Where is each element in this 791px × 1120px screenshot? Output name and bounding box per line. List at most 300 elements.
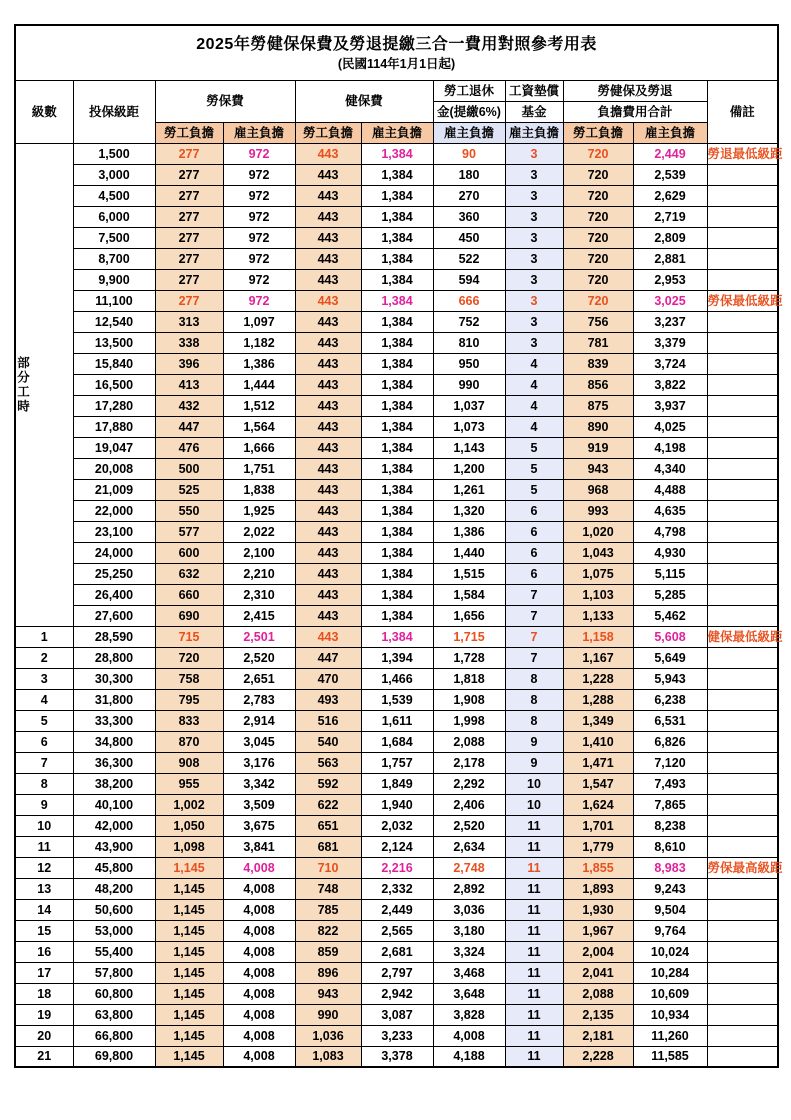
cell-total-employee: 1,410 (563, 731, 633, 752)
cell-bracket: 26,400 (73, 584, 155, 605)
table-row (15, 353, 778, 374)
cell-remark (707, 269, 778, 290)
cell-li-employer: 4,008 (223, 983, 295, 1004)
cell-pension-employer: 4,188 (433, 1046, 505, 1067)
cell-total-employee: 1,967 (563, 920, 633, 941)
cell-level: 17 (15, 962, 73, 983)
cell-total-employee: 720 (563, 227, 633, 248)
cell-level: 13 (15, 878, 73, 899)
cell-total-employer: 2,809 (633, 227, 707, 248)
cell-total-employee: 919 (563, 437, 633, 458)
cell-hi-employer: 1,384 (361, 437, 433, 458)
table-row (15, 899, 778, 920)
cell-total-employer: 10,934 (633, 1004, 707, 1025)
cell-hi-employer: 1,384 (361, 416, 433, 437)
cell-li-employer: 972 (223, 290, 295, 311)
cell-total-employer: 5,608 (633, 626, 707, 647)
cell-pension-employer: 360 (433, 206, 505, 227)
cell-hi-employee: 443 (295, 416, 361, 437)
table-row (15, 143, 778, 164)
cell-li-employer: 1,182 (223, 332, 295, 353)
cell-pension-employer: 594 (433, 269, 505, 290)
cell-pension-employer: 3,180 (433, 920, 505, 941)
cell-bracket: 24,000 (73, 542, 155, 563)
cell-pension-employer: 3,648 (433, 983, 505, 1004)
cell-li-employer: 972 (223, 206, 295, 227)
cell-hi-employee: 470 (295, 668, 361, 689)
cell-wage-fund: 6 (505, 563, 563, 584)
cell-wage-fund: 7 (505, 626, 563, 647)
cell-level: 9 (15, 794, 73, 815)
cell-li-employer: 2,415 (223, 605, 295, 626)
cell-remark (707, 206, 778, 227)
cell-total-employee: 720 (563, 269, 633, 290)
table-row (15, 689, 778, 710)
cell-pension-employer: 1,440 (433, 542, 505, 563)
cell-li-employee: 1,145 (155, 1004, 223, 1025)
cell-remark (707, 479, 778, 500)
cell-li-employee: 277 (155, 248, 223, 269)
cell-li-employee: 277 (155, 290, 223, 311)
cell-remark (707, 185, 778, 206)
cell-remark (707, 878, 778, 899)
cell-li-employer: 972 (223, 269, 295, 290)
table-row (15, 500, 778, 521)
cell-remark (707, 1025, 778, 1046)
cell-bracket: 45,800 (73, 857, 155, 878)
cell-total-employee: 968 (563, 479, 633, 500)
cell-li-employee: 632 (155, 563, 223, 584)
cell-total-employee: 1,547 (563, 773, 633, 794)
cell-li-employee: 277 (155, 206, 223, 227)
cell-hi-employee: 443 (295, 164, 361, 185)
cell-hi-employer: 1,384 (361, 248, 433, 269)
cell-wage-fund: 6 (505, 542, 563, 563)
cell-total-employee: 720 (563, 290, 633, 311)
cell-remark (707, 248, 778, 269)
cell-wage-fund: 4 (505, 374, 563, 395)
cell-wage-fund: 5 (505, 479, 563, 500)
cell-li-employer: 2,783 (223, 689, 295, 710)
cell-wage-fund: 6 (505, 500, 563, 521)
cell-hi-employee: 443 (295, 395, 361, 416)
cell-level: 11 (15, 836, 73, 857)
cell-li-employer: 1,512 (223, 395, 295, 416)
cell-li-employee: 1,145 (155, 899, 223, 920)
cell-bracket: 17,280 (73, 395, 155, 416)
cell-li-employee: 277 (155, 269, 223, 290)
cell-hi-employer: 1,384 (361, 269, 433, 290)
cell-total-employee: 756 (563, 311, 633, 332)
cell-li-employer: 4,008 (223, 899, 295, 920)
cell-li-employer: 4,008 (223, 1046, 295, 1067)
cell-remark: 健保最低級距 (707, 626, 778, 647)
cell-total-employee: 2,135 (563, 1004, 633, 1025)
header-labor-pension-line1: 勞工退休 (433, 80, 505, 101)
table-row (15, 374, 778, 395)
header-wage-fund-line2: 基金 (505, 101, 563, 122)
cell-li-employee: 715 (155, 626, 223, 647)
cell-hi-employee: 443 (295, 206, 361, 227)
cell-pension-employer: 450 (433, 227, 505, 248)
cell-total-employee: 1,893 (563, 878, 633, 899)
cell-total-employer: 2,539 (633, 164, 707, 185)
cell-remark (707, 1004, 778, 1025)
cell-li-employee: 447 (155, 416, 223, 437)
cell-remark: 勞保最低級距 (707, 290, 778, 311)
cell-bracket: 36,300 (73, 752, 155, 773)
cell-bracket: 66,800 (73, 1025, 155, 1046)
cell-wage-fund: 3 (505, 332, 563, 353)
table-row (15, 1004, 778, 1025)
cell-total-employer: 5,943 (633, 668, 707, 689)
cell-hi-employee: 622 (295, 794, 361, 815)
cell-total-employee: 839 (563, 353, 633, 374)
cell-wage-fund: 11 (505, 1004, 563, 1025)
cell-remark (707, 542, 778, 563)
cell-remark: 勞退最低級距 (707, 143, 778, 164)
cell-wage-fund: 5 (505, 437, 563, 458)
cell-hi-employer: 1,384 (361, 143, 433, 164)
cell-total-employee: 1,158 (563, 626, 633, 647)
cell-li-employee: 833 (155, 710, 223, 731)
cell-li-employee: 1,145 (155, 878, 223, 899)
table-row (15, 437, 778, 458)
cell-li-employee: 1,145 (155, 1046, 223, 1067)
header-labor-insurance: 勞保費 (155, 80, 295, 122)
cell-total-employee: 2,181 (563, 1025, 633, 1046)
cell-remark (707, 962, 778, 983)
cell-remark (707, 311, 778, 332)
cell-wage-fund: 9 (505, 752, 563, 773)
cell-total-employer: 3,237 (633, 311, 707, 332)
cell-hi-employee: 516 (295, 710, 361, 731)
cell-total-employer: 2,953 (633, 269, 707, 290)
cell-total-employer: 2,719 (633, 206, 707, 227)
cell-hi-employee: 710 (295, 857, 361, 878)
cell-li-employer: 2,022 (223, 521, 295, 542)
cell-hi-employee: 443 (295, 374, 361, 395)
cell-level: 10 (15, 815, 73, 836)
cell-bracket: 27,600 (73, 605, 155, 626)
cell-hi-employer: 1,384 (361, 584, 433, 605)
cell-li-employer: 3,841 (223, 836, 295, 857)
cell-wage-fund: 4 (505, 395, 563, 416)
header-total-line1: 勞健保及勞退 (563, 80, 707, 101)
cell-li-employee: 550 (155, 500, 223, 521)
cell-hi-employee: 540 (295, 731, 361, 752)
cell-wage-fund: 3 (505, 311, 563, 332)
header-health-insurance: 健保費 (295, 80, 433, 122)
cell-li-employee: 1,098 (155, 836, 223, 857)
cell-total-employee: 856 (563, 374, 633, 395)
cell-wage-fund: 11 (505, 962, 563, 983)
cell-li-employee: 1,050 (155, 815, 223, 836)
cell-pension-employer: 1,261 (433, 479, 505, 500)
cell-hi-employee: 443 (295, 143, 361, 164)
cell-bracket: 33,300 (73, 710, 155, 731)
cell-li-employer: 1,564 (223, 416, 295, 437)
cell-li-employee: 476 (155, 437, 223, 458)
cell-bracket: 25,250 (73, 563, 155, 584)
cell-bracket: 21,009 (73, 479, 155, 500)
cell-wage-fund: 10 (505, 794, 563, 815)
cell-pension-employer: 752 (433, 311, 505, 332)
cell-bracket: 19,047 (73, 437, 155, 458)
cell-hi-employer: 2,032 (361, 815, 433, 836)
cell-level: 3 (15, 668, 73, 689)
cell-wage-fund: 4 (505, 416, 563, 437)
header-li-employer: 雇主負擔 (223, 122, 295, 143)
cell-wage-fund: 11 (505, 983, 563, 1004)
cell-li-employer: 3,045 (223, 731, 295, 752)
cell-pension-employer: 666 (433, 290, 505, 311)
cell-li-employee: 500 (155, 458, 223, 479)
table-row (15, 941, 778, 962)
cell-bracket: 57,800 (73, 962, 155, 983)
cell-remark (707, 815, 778, 836)
cell-hi-employer: 2,565 (361, 920, 433, 941)
cell-li-employer: 3,342 (223, 773, 295, 794)
cell-pension-employer: 90 (433, 143, 505, 164)
cell-total-employer: 11,260 (633, 1025, 707, 1046)
header-level: 級數 (15, 80, 73, 143)
cell-total-employer: 5,649 (633, 647, 707, 668)
cell-bracket: 1,500 (73, 143, 155, 164)
cell-total-employer: 4,798 (633, 521, 707, 542)
table-row (15, 962, 778, 983)
cell-li-employee: 277 (155, 185, 223, 206)
document-title (15, 25, 778, 80)
cell-bracket: 60,800 (73, 983, 155, 1004)
cell-hi-employer: 1,384 (361, 458, 433, 479)
table-row (15, 227, 778, 248)
cell-hi-employer: 1,384 (361, 605, 433, 626)
table-row (15, 563, 778, 584)
cell-total-employer: 7,493 (633, 773, 707, 794)
cell-li-employer: 1,386 (223, 353, 295, 374)
title-line-1: 2025年勞健保保費及勞退提繳三合一費用對照參考用表 (196, 36, 597, 53)
cell-total-employer: 3,724 (633, 353, 707, 374)
cell-hi-employee: 443 (295, 563, 361, 584)
cell-total-employee: 1,624 (563, 794, 633, 815)
cell-total-employee: 1,075 (563, 563, 633, 584)
cell-bracket: 38,200 (73, 773, 155, 794)
table-row (15, 752, 778, 773)
cell-li-employer: 2,651 (223, 668, 295, 689)
cell-li-employer: 4,008 (223, 962, 295, 983)
cell-level: 2 (15, 647, 73, 668)
cell-hi-employer: 1,384 (361, 626, 433, 647)
cell-total-employee: 1,103 (563, 584, 633, 605)
cell-total-employer: 5,462 (633, 605, 707, 626)
cell-li-employer: 2,310 (223, 584, 295, 605)
cell-wage-fund: 8 (505, 689, 563, 710)
cell-pension-employer: 810 (433, 332, 505, 353)
cell-total-employer: 2,881 (633, 248, 707, 269)
cell-total-employee: 720 (563, 185, 633, 206)
table-row (15, 416, 778, 437)
cell-hi-employer: 3,087 (361, 1004, 433, 1025)
cell-wage-fund: 4 (505, 353, 563, 374)
cell-bracket: 69,800 (73, 1046, 155, 1067)
cell-pension-employer: 1,908 (433, 689, 505, 710)
cell-hi-employee: 1,083 (295, 1046, 361, 1067)
cell-li-employer: 3,176 (223, 752, 295, 773)
cell-hi-employer: 1,849 (361, 773, 433, 794)
table-row (15, 983, 778, 1004)
cell-bracket: 12,540 (73, 311, 155, 332)
cell-li-employer: 972 (223, 248, 295, 269)
cell-remark (707, 563, 778, 584)
cell-hi-employer: 1,384 (361, 164, 433, 185)
cell-hi-employer: 1,611 (361, 710, 433, 731)
cell-hi-employee: 447 (295, 647, 361, 668)
cell-bracket: 63,800 (73, 1004, 155, 1025)
cell-li-employee: 1,145 (155, 857, 223, 878)
cell-bracket: 31,800 (73, 689, 155, 710)
cell-hi-employee: 651 (295, 815, 361, 836)
table-row (15, 395, 778, 416)
cell-hi-employer: 1,384 (361, 500, 433, 521)
cell-bracket: 53,000 (73, 920, 155, 941)
cell-pension-employer: 950 (433, 353, 505, 374)
cell-hi-employee: 443 (295, 521, 361, 542)
cell-bracket: 16,500 (73, 374, 155, 395)
cell-wage-fund: 7 (505, 605, 563, 626)
title-line-2: (民國114年1月1日起) (337, 57, 456, 72)
table-row (15, 1025, 778, 1046)
cell-hi-employer: 1,384 (361, 206, 433, 227)
cell-pension-employer: 2,634 (433, 836, 505, 857)
cell-total-employee: 1,701 (563, 815, 633, 836)
header-li-employee: 勞工負擔 (155, 122, 223, 143)
cell-li-employer: 4,008 (223, 857, 295, 878)
cell-hi-employer: 2,797 (361, 962, 433, 983)
cell-hi-employee: 896 (295, 962, 361, 983)
cell-level: 15 (15, 920, 73, 941)
cell-wage-fund: 10 (505, 773, 563, 794)
table-row (15, 668, 778, 689)
header-bracket: 投保級距 (73, 80, 155, 143)
cell-li-employer: 4,008 (223, 1025, 295, 1046)
cell-bracket: 23,100 (73, 521, 155, 542)
cell-total-employer: 11,585 (633, 1046, 707, 1067)
cell-level: 4 (15, 689, 73, 710)
cell-hi-employee: 443 (295, 437, 361, 458)
cell-li-employee: 1,145 (155, 962, 223, 983)
cell-li-employer: 972 (223, 227, 295, 248)
cell-wage-fund: 3 (505, 227, 563, 248)
cell-li-employer: 1,751 (223, 458, 295, 479)
cell-pension-employer: 2,178 (433, 752, 505, 773)
table-row (15, 920, 778, 941)
cell-hi-employee: 443 (295, 542, 361, 563)
cell-remark: 勞保最高級距 (707, 857, 778, 878)
cell-bracket: 40,100 (73, 794, 155, 815)
table-row (15, 647, 778, 668)
cell-hi-employee: 443 (295, 311, 361, 332)
cell-li-employer: 3,509 (223, 794, 295, 815)
table-row (15, 311, 778, 332)
cell-total-employee: 1,167 (563, 647, 633, 668)
cell-total-employee: 993 (563, 500, 633, 521)
cell-level: 18 (15, 983, 73, 1004)
cell-hi-employee: 443 (295, 626, 361, 647)
cell-hi-employee: 443 (295, 605, 361, 626)
cell-remark (707, 668, 778, 689)
cell-pension-employer: 1,656 (433, 605, 505, 626)
cell-pension-employer: 1,200 (433, 458, 505, 479)
cell-hi-employer: 1,384 (361, 311, 433, 332)
table-row (15, 164, 778, 185)
table-row (15, 479, 778, 500)
cell-bracket: 17,880 (73, 416, 155, 437)
cell-pension-employer: 1,073 (433, 416, 505, 437)
cell-li-employee: 720 (155, 647, 223, 668)
cell-pension-employer: 2,406 (433, 794, 505, 815)
cell-total-employee: 1,471 (563, 752, 633, 773)
cell-total-employer: 4,025 (633, 416, 707, 437)
cell-wage-fund: 8 (505, 668, 563, 689)
cell-hi-employer: 1,539 (361, 689, 433, 710)
cell-total-employee: 890 (563, 416, 633, 437)
table-row (15, 836, 778, 857)
cell-pension-employer: 990 (433, 374, 505, 395)
table-row (15, 290, 778, 311)
cell-li-employer: 4,008 (223, 1004, 295, 1025)
cell-pension-employer: 2,748 (433, 857, 505, 878)
cell-wage-fund: 11 (505, 1046, 563, 1067)
cell-total-employer: 6,826 (633, 731, 707, 752)
cell-pension-employer: 2,292 (433, 773, 505, 794)
table-row (15, 857, 778, 878)
cell-li-employee: 955 (155, 773, 223, 794)
cell-hi-employee: 990 (295, 1004, 361, 1025)
cell-bracket: 48,200 (73, 878, 155, 899)
cell-li-employee: 908 (155, 752, 223, 773)
cell-hi-employee: 443 (295, 269, 361, 290)
cell-total-employee: 781 (563, 332, 633, 353)
table-row (15, 794, 778, 815)
cell-total-employer: 10,024 (633, 941, 707, 962)
header-wage-fund-line1: 工資墊償 (505, 80, 563, 101)
cell-hi-employee: 443 (295, 584, 361, 605)
cell-total-employee: 2,004 (563, 941, 633, 962)
table-row (15, 458, 778, 479)
cell-bracket: 50,600 (73, 899, 155, 920)
header-row-1 (15, 80, 778, 101)
cell-total-employee: 1,930 (563, 899, 633, 920)
cell-total-employer: 4,340 (633, 458, 707, 479)
cell-bracket: 30,300 (73, 668, 155, 689)
cell-total-employee: 2,041 (563, 962, 633, 983)
cell-total-employee: 1,855 (563, 857, 633, 878)
cell-total-employer: 6,238 (633, 689, 707, 710)
cell-hi-employer: 1,940 (361, 794, 433, 815)
cell-total-employer: 5,285 (633, 584, 707, 605)
cell-level: 1 (15, 626, 73, 647)
cell-hi-employer: 2,124 (361, 836, 433, 857)
cell-wage-fund: 11 (505, 1025, 563, 1046)
cell-bracket: 13,500 (73, 332, 155, 353)
cell-hi-employer: 1,684 (361, 731, 433, 752)
table-row (15, 185, 778, 206)
cell-li-employee: 600 (155, 542, 223, 563)
header-remark: 備註 (707, 80, 778, 143)
cell-hi-employer: 2,216 (361, 857, 433, 878)
cell-total-employee: 720 (563, 206, 633, 227)
